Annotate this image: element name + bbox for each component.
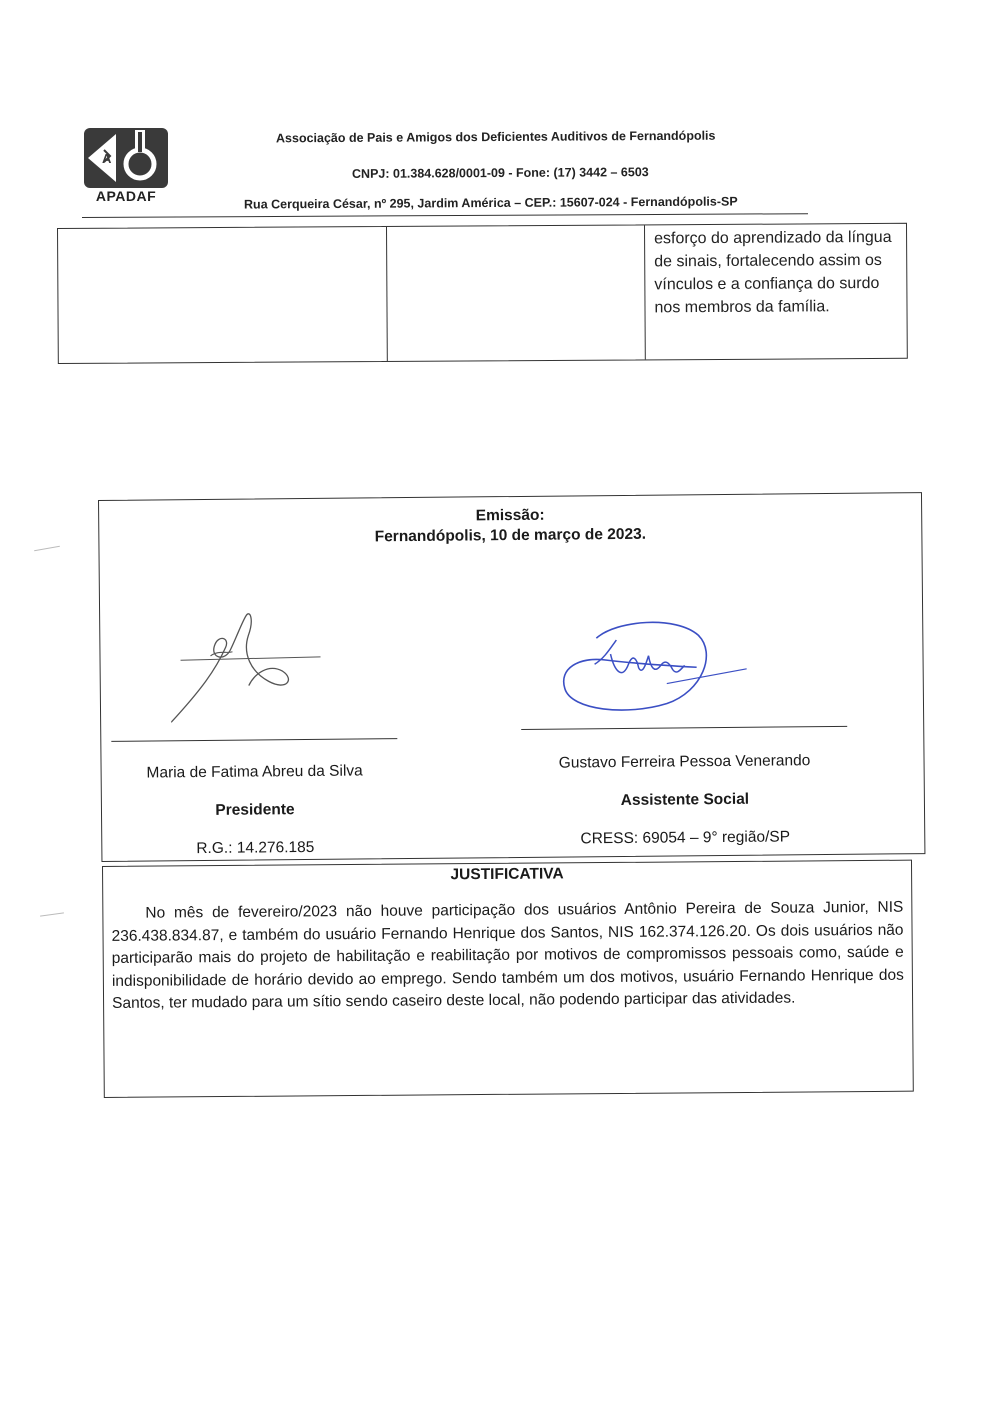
cnpj-phone: CNPJ: 01.384.628/0001-09 - Fone: (17) 3442 – 6503 (351, 165, 649, 181)
signature-social-worker (556, 617, 757, 719)
emission-date: Fernandópolis, 10 de março de 2023. (374, 525, 647, 546)
president-role: Presidente (215, 801, 295, 819)
president-rg: R.G.: 14.276.185 (196, 838, 315, 858)
org-name: Associação de Pais e Amigos dos Deficientes Auditivos de Fernandópolis (275, 128, 716, 146)
social-worker-name: Gustavo Ferreira Pessoa Venerando (558, 752, 811, 772)
justification-title: JUSTIFICATIVA (450, 865, 564, 884)
justification-section (102, 860, 914, 1098)
table-column-divider (386, 227, 388, 361)
svg-text:A: A (102, 151, 112, 166)
table-cell-text: esforço do aprendizado da língua de sinais, fortalecendo assim os vínculos e a confiança do surdo nos membros da família. (654, 228, 892, 317)
table-column-divider (644, 225, 646, 359)
social-worker-role: Assistente Social (620, 790, 750, 809)
logo-text: APADAF (95, 188, 157, 204)
signature-line (521, 726, 847, 730)
org-address: Rua Cerqueira César, nº 295, Jardim América – CEP.: 15607-024 - Fernandópolis-SP (243, 194, 738, 212)
signature-president (170, 609, 341, 731)
emission-section (98, 492, 925, 862)
social-worker-cress: CRESS: 69054 – 9° região/SP (580, 828, 791, 848)
president-name: Maria de Fatima Abreu da Silva (146, 762, 363, 782)
emission-label: Emissão: (475, 506, 545, 525)
justification-body: No mês de fevereiro/2023 não houve participação dos usuários Antônio Pereira de Souza Junior, NIS 236.438.834.87, e também do usuário Fernando Henrique dos Santos, NIS 162.374.126.20. Os dois usuários não participarão mais do projeto de habilitação e reabilitação por motivos de compromissos pessoais como, saúde e indisponibilidade de horário devido ao emprego. Sendo também um dos motivos, usuário Fernando Henrique dos Santos, ter mudado para um sítio sendo caseiro deste local, não podendo participar das atividades. (111, 898, 904, 1012)
signature-line (111, 738, 397, 742)
header-divider (82, 213, 808, 218)
activities-table-fragment (57, 223, 908, 364)
margin-mark (34, 546, 60, 551)
margin-mark (40, 912, 64, 916)
